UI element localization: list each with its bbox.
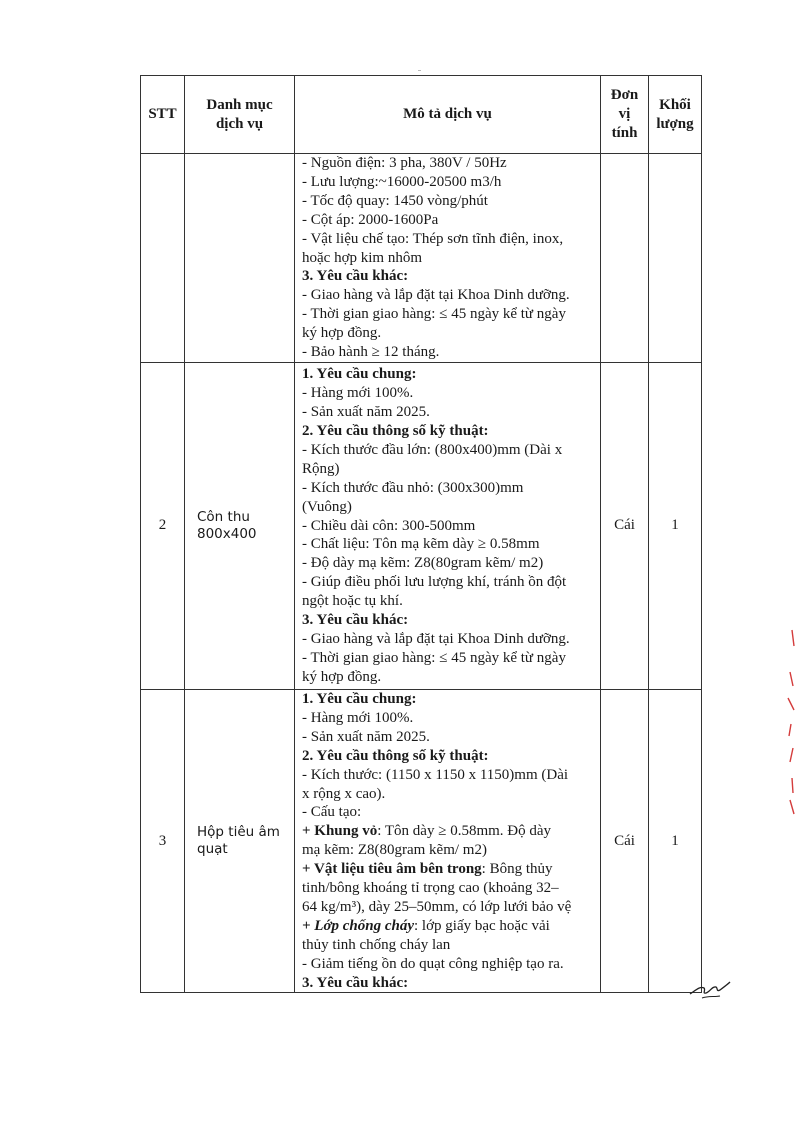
header-service: Danh mục dịch vụ (185, 76, 295, 154)
header-description: Mô tả dịch vụ (295, 76, 601, 154)
header-stt: STT (141, 76, 185, 154)
table-row (141, 362, 702, 689)
row-description: 1. Yêu cầu chung: - Hàng mới 100%. - Sản xuất năm 2025. 2. Yêu cầu thông số kỹ thuật: - Kích thước: (1150 x 1150 x 1150)mm (Dài x rộng x cao). - Cấu tạo: + Khung vỏ: Tôn dày ≥ 0.58mm. Độ dày mạ kẽm: Z8(80gram kẽm/ m2) + Vật liệu tiêu âm bên trong: Bông thủy tinh/bông khoáng tỉ trọng cao (khoảng 32– 64 kg/m³), dày 25–50mm, có lớp lưới bảo vệ + Lớp chống cháy: lớp giấy bạc hoặc vải thủy tinh chống cháy lan - Giảm tiếng ồn do quạt công nghiệp tạo ra. 3. Yêu cầu khác: (295, 689, 601, 993)
row-description: 1. Yêu cầu chung: - Hàng mới 100%. - Sản xuất năm 2025. 2. Yêu cầu thông số kỹ thuật: - Kích thước đầu lớn: (800x400)mm (Dài x Rộng) - Kích thước đầu nhỏ: (300x300)mm (Vuông) - Chiều dài côn: 300-500mm - Chất liệu: Tôn mạ kẽm dày ≥ 0.58mm - Độ dày mạ kẽm: Z8(80gram kẽm/ m2) - Giúp điều phối lưu lượng khí, tránh ồn đột ngột hoặc tụ khí. 3. Yêu cầu khác: - Giao hàng và lắp đặt tại Khoa Dinh dưỡng. - Thời gian giao hàng: ≤ 45 ngày kể từ ngày ký hợp đồng. (295, 362, 601, 689)
service-spec-table (140, 75, 702, 993)
table-row (141, 154, 702, 363)
row-description: - Nguồn điện: 3 pha, 380V / 50Hz - Lưu lượng:~16000-20500 m3/h - Tốc độ quay: 1450 vòng/phút - Cột áp: 2000-1600Pa - Vật liệu chế tạo: Thép sơn tĩnh điện, inox, hoặc hợp kim nhôm 3. Yêu cầu khác: - Giao hàng và lắp đặt tại Khoa Dinh dưỡng. - Thời gian giao hàng: ≤ 45 ngày kể từ ngày ký hợp đồng. - Bảo hành ≥ 12 tháng. (295, 154, 601, 363)
row-unit (601, 154, 649, 363)
row-service-name (185, 154, 295, 363)
row-service-name: Hộp tiêu âm quạt (185, 689, 295, 993)
header-unit: Đơn vị tính (601, 76, 649, 154)
row-quantity (649, 154, 702, 363)
row-stt (141, 154, 185, 363)
table-header-row (141, 76, 702, 154)
header-quantity: Khối lượng (649, 76, 702, 154)
row-service-name: Côn thu 800x400 (185, 362, 295, 689)
row-quantity: 1 (649, 362, 702, 689)
red-stamp-edge (760, 628, 800, 818)
row-quantity: 1 (649, 689, 702, 993)
table-row (141, 689, 702, 993)
row-stt: 3 (141, 689, 185, 993)
scan-speck (418, 70, 421, 71)
row-unit: Cái (601, 362, 649, 689)
row-stt: 2 (141, 362, 185, 689)
signature-mark (688, 978, 732, 1000)
row-unit: Cái (601, 689, 649, 993)
